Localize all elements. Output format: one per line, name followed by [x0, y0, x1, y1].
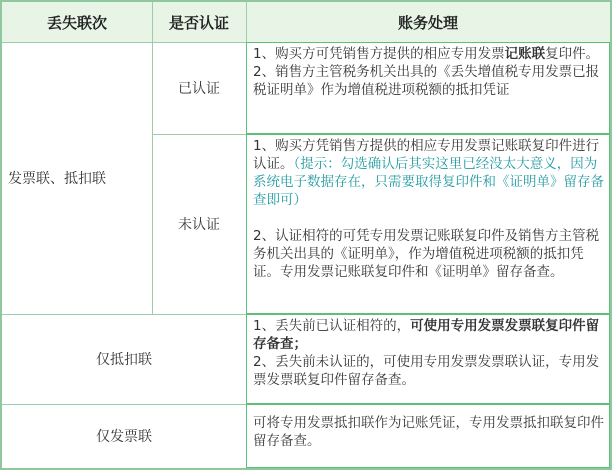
highlight-box	[246, 42, 610, 134]
deduction-only-item-1: 1、丢失前已认证相符的，可使用专用发票发票联复印件留存备查；	[253, 318, 600, 352]
unverified-tip: （提示：勾选确认后其实这里已经没太大意义，因为系统电子数据存在，只需要取得复印件和《证明单》留存备查即可）	[253, 156, 604, 208]
status-unverified: 未认证	[178, 217, 220, 233]
divider	[152, 2, 153, 314]
verified-item-1: 1、购买方可凭销售方提供的相应专用发票记账联复印件。	[253, 46, 600, 62]
highlight-box	[246, 134, 610, 314]
row-label-deduction-only: 仅抵扣联	[96, 352, 152, 368]
deduction-only-item-2: 2、丢失前未认证的，可使用专用发票发票联认证，专用发票发票联复印件留存备查。	[253, 354, 600, 388]
header-verified: 是否认证	[152, 2, 246, 42]
row-label-invoice-and-deduction: 发票联、抵扣联	[8, 171, 106, 187]
highlight-box	[246, 314, 610, 404]
invoice-only-handling: 可将专用发票抵扣联作为记账凭证，专用发票抵扣联复印件留存备查。	[253, 415, 604, 449]
row-label-invoice-only: 仅发票联	[96, 429, 152, 445]
unverified-item-2: 2、认证相符的可凭专用发票记账联复印件及销售方主管税务机关出具的《证明单》，作为增值税进项税额的抵扣凭证。专用发票记账联复印件和《证明单》留存备查。	[253, 228, 600, 280]
verified-item-2: 2、销售方主管税务机关出具的《丢失增值税专用发票已报税证明单》作为增值税进项税额的抵扣凭证	[253, 64, 600, 98]
header-lost-copy: 丢失联次	[2, 2, 152, 42]
unverified-item-1: 1、购买方凭销售方提供的相应专用发票记账联复印件进行认证。（提示：勾选确认后其实这里已经没太大意义，因为系统电子数据存在，只需要取得复印件和《证明单》留存备查即可）	[253, 138, 604, 208]
status-verified: 已认证	[178, 81, 220, 97]
highlight-box	[246, 404, 610, 468]
header-accounting: 账务处理	[246, 2, 610, 42]
